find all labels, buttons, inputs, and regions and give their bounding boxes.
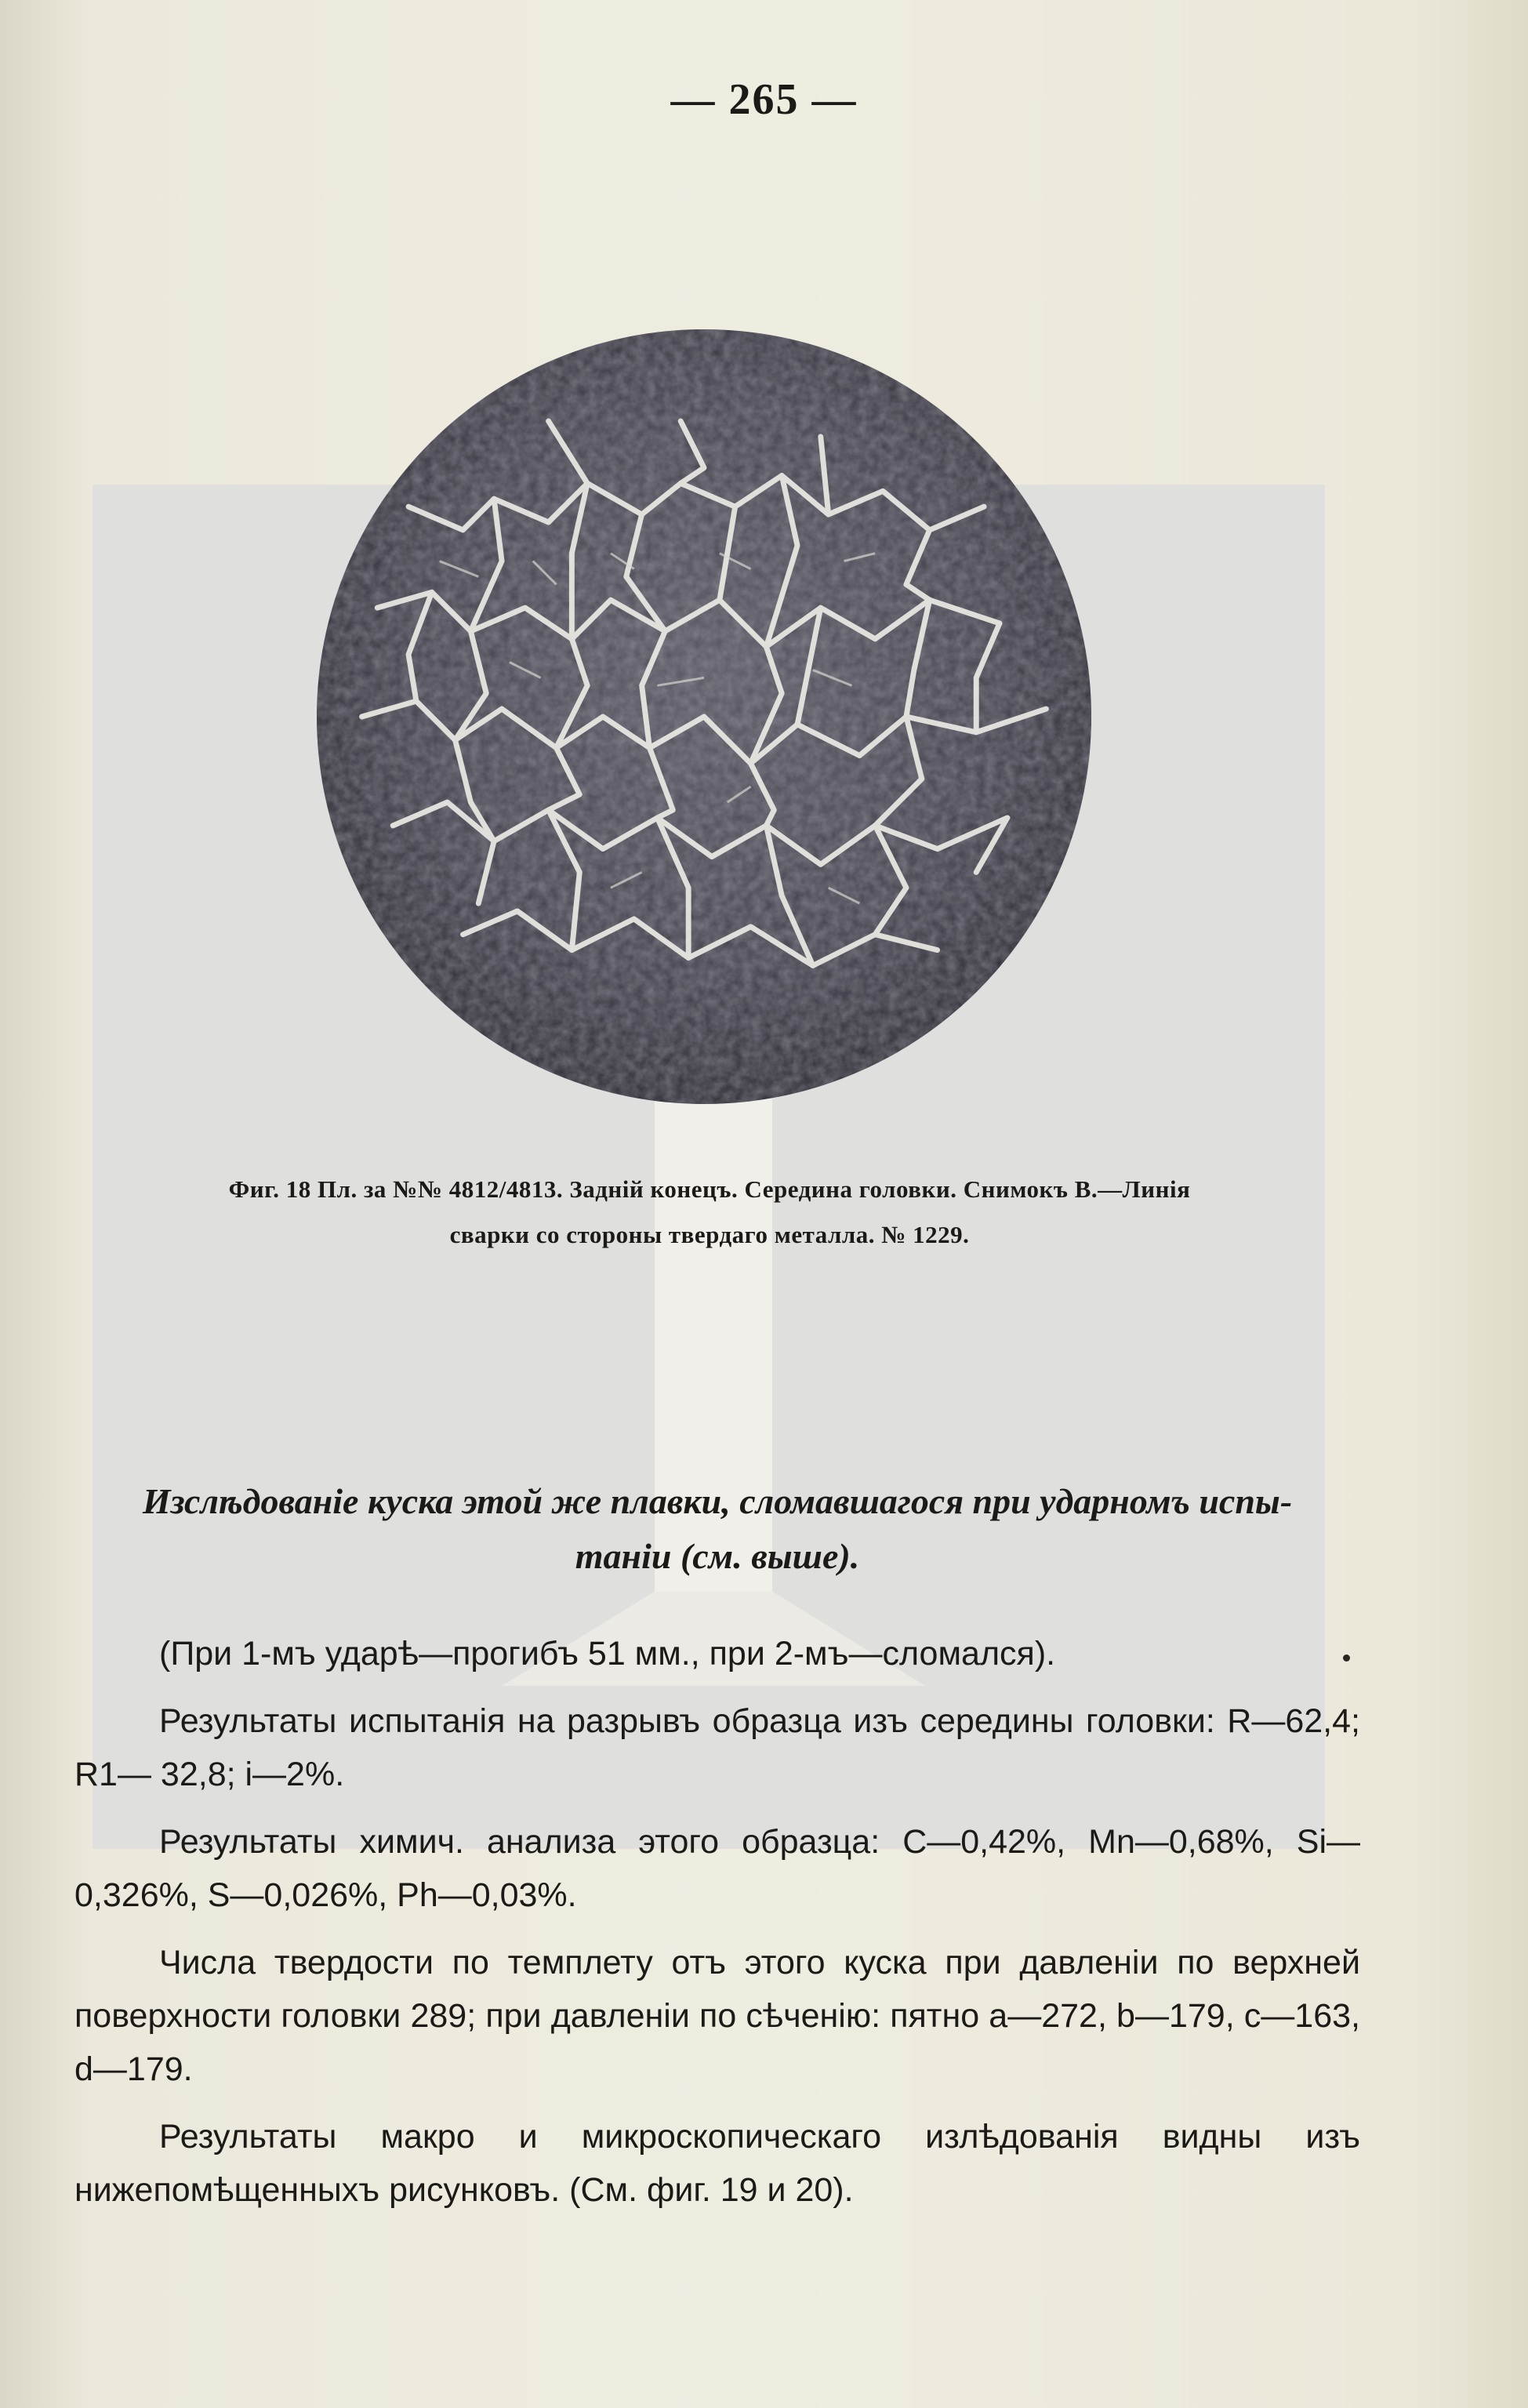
page-number: — 265 — — [670, 75, 858, 124]
body-text — [74, 1627, 1360, 2231]
figure-caption — [94, 1167, 1325, 1258]
section-heading — [74, 1474, 1360, 1584]
figure-caption-line: Фиг. 18 Пл. за №№ 4812/4813. Заднiй конецъ. Середина головки. Снимокъ В.—Линiя — [228, 1175, 1191, 1203]
paragraph-chemical-analysis: Результаты химич. анализа этого образца: C—0,42%, Mn—0,68%, Si—0,326%, S—0,026%, Ph—0,03%. — [74, 1823, 1360, 1914]
figure-caption-line: сварки со стороны твердаго металла. № 1229. — [449, 1221, 970, 1248]
section-heading-line: Изслѣдованiе куска этой же плавки, сломавшагося при ударномъ испы- — [142, 1481, 1293, 1521]
section-heading-line: танiи (см. выше). — [575, 1536, 860, 1576]
paragraph-impact-test: (При 1-мъ ударѣ—прогибъ 51 мм., при 2-мъ—сломался). — [159, 1635, 1056, 1673]
paragraph-hardness: Числа твердости по темплету отъ этого куска при давленiи по верхней поверхности головки 289; при давленiи по сѣченiю: пятно a—272, b—179, c—163, d—179. — [74, 1944, 1360, 2088]
paragraph-macro-micro: Результаты макро и микроскопическаго излѣдованiя видны изъ нижепомѣщенныхъ рисунковъ. (См. фиг. 19 и 20). — [74, 2118, 1360, 2209]
micrograph-image — [315, 328, 1093, 1106]
paragraph-tensile-test: Результаты испытанiя на разрывъ образца изъ середины головки: R—62,4; R1— 32,8; i—2%. — [74, 1702, 1360, 1793]
